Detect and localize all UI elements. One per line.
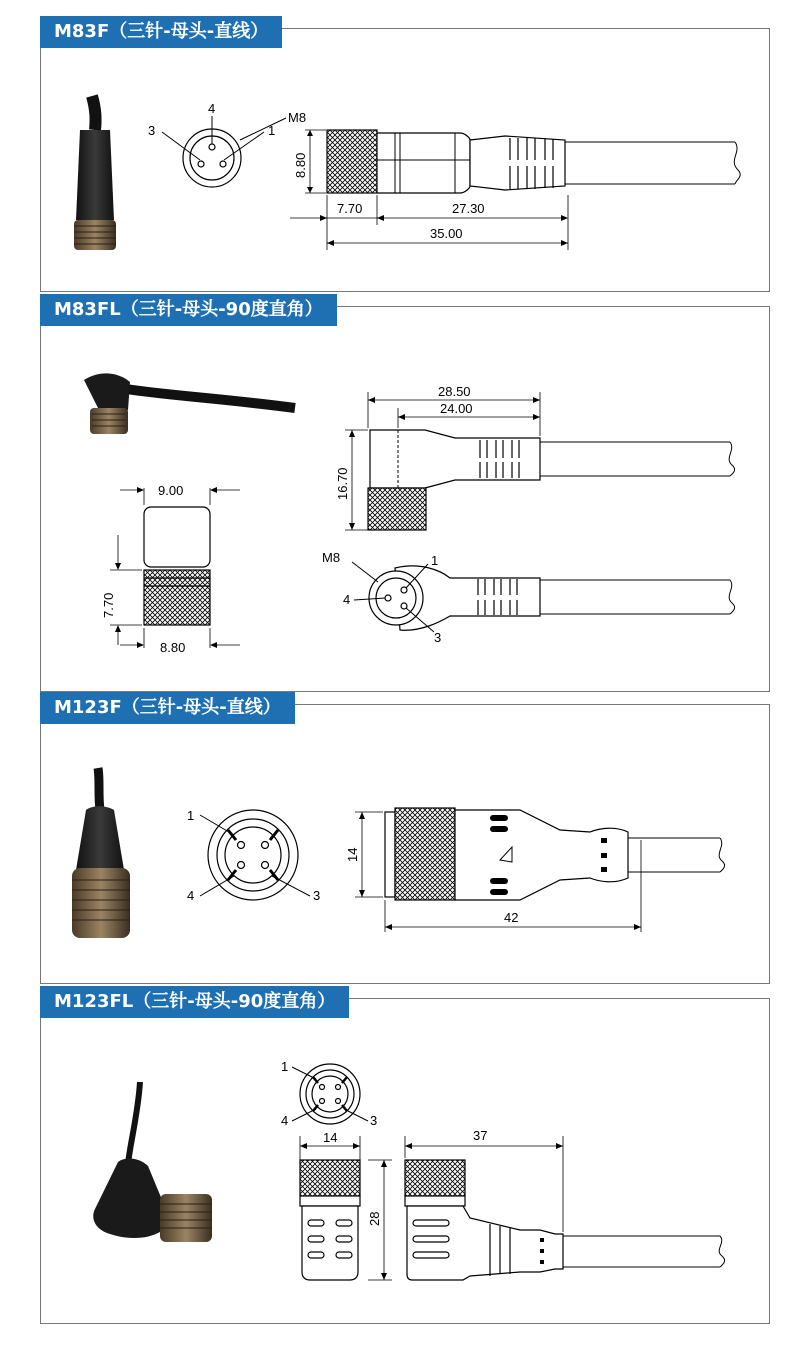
m83f-side-view	[290, 130, 740, 250]
section-title-m123f: M123F（三针-母头-直线）	[40, 692, 295, 724]
m83fl-photo	[84, 373, 295, 434]
m83fl-drawing	[0, 300, 800, 700]
m83fl-pin-3-label: 3	[434, 630, 442, 645]
m83fl-pin-1-label: 1	[431, 553, 439, 568]
m123fl-length-dim: 37	[473, 1128, 488, 1143]
m123f-drawing	[0, 700, 800, 990]
m83fl-pin-4-label: 4	[343, 592, 351, 607]
m83fl-nut-height-dim: 7.70	[101, 592, 116, 618]
m83f-head-len-dim: 7.70	[337, 201, 363, 216]
m123f-photo	[72, 768, 130, 938]
m123fl-drawing	[0, 994, 800, 1334]
m83fl-thread-label: M8	[322, 550, 341, 565]
m83f-drawing	[0, 0, 800, 300]
m123fl-diameter-dim: 14	[323, 1130, 338, 1145]
m83f-front-view	[148, 101, 306, 187]
section-title-m123fl: M123FL（三针-母头-90度直角）	[40, 986, 349, 1018]
m83fl-body-len-dim: 24.00	[440, 401, 473, 416]
m123fl-pin-3-label: 3	[370, 1113, 378, 1128]
m123f-side-view	[345, 808, 725, 932]
m83fl-nut-diameter-dim: 8.80	[160, 640, 186, 655]
m83fl-front-view	[322, 550, 735, 645]
m123fl-front-view	[281, 1059, 377, 1128]
m123f-length-dim: 42	[504, 910, 519, 925]
section-title-m83f: M83F（三针-母头-直线）	[40, 16, 282, 48]
m83f-total-len-dim: 35.00	[430, 226, 463, 241]
m123fl-pin-1-label: 1	[281, 1059, 289, 1074]
m123f-diameter-dim: 14	[345, 847, 360, 862]
m123f-pin-3-label: 3	[313, 888, 321, 903]
m123fl-photo	[93, 1082, 212, 1242]
m83fl-total-len-dim: 28.50	[438, 384, 471, 399]
m123f-pin-1-label: 1	[187, 808, 195, 823]
m83fl-width-dim: 9.00	[158, 483, 184, 498]
m123fl-side-view	[405, 1128, 725, 1280]
m83fl-height-dim: 16.70	[335, 467, 350, 500]
m123fl-pin-4-label: 4	[281, 1113, 289, 1128]
m123f-pin-4-label: 4	[187, 888, 195, 903]
m123f-front-view	[187, 808, 320, 903]
m83f-pin-3-label: 3	[148, 123, 156, 138]
m83f-thread-label: M8	[288, 110, 307, 125]
section-title-m83fl: M83FL（三针-母头-90度直角）	[40, 294, 337, 326]
m83f-pin-4-label: 4	[208, 101, 216, 116]
m83f-body-len-dim: 27.30	[452, 201, 485, 216]
m83f-pin-1-label: 1	[268, 123, 276, 138]
m123fl-height-dim: 28	[367, 1211, 382, 1226]
m83f-photo	[74, 96, 116, 250]
m83fl-nut-view	[101, 483, 240, 655]
m83f-diameter-dim: 8.80	[293, 152, 308, 178]
m83fl-side-view	[335, 384, 735, 530]
m123fl-left-view	[300, 1130, 392, 1280]
